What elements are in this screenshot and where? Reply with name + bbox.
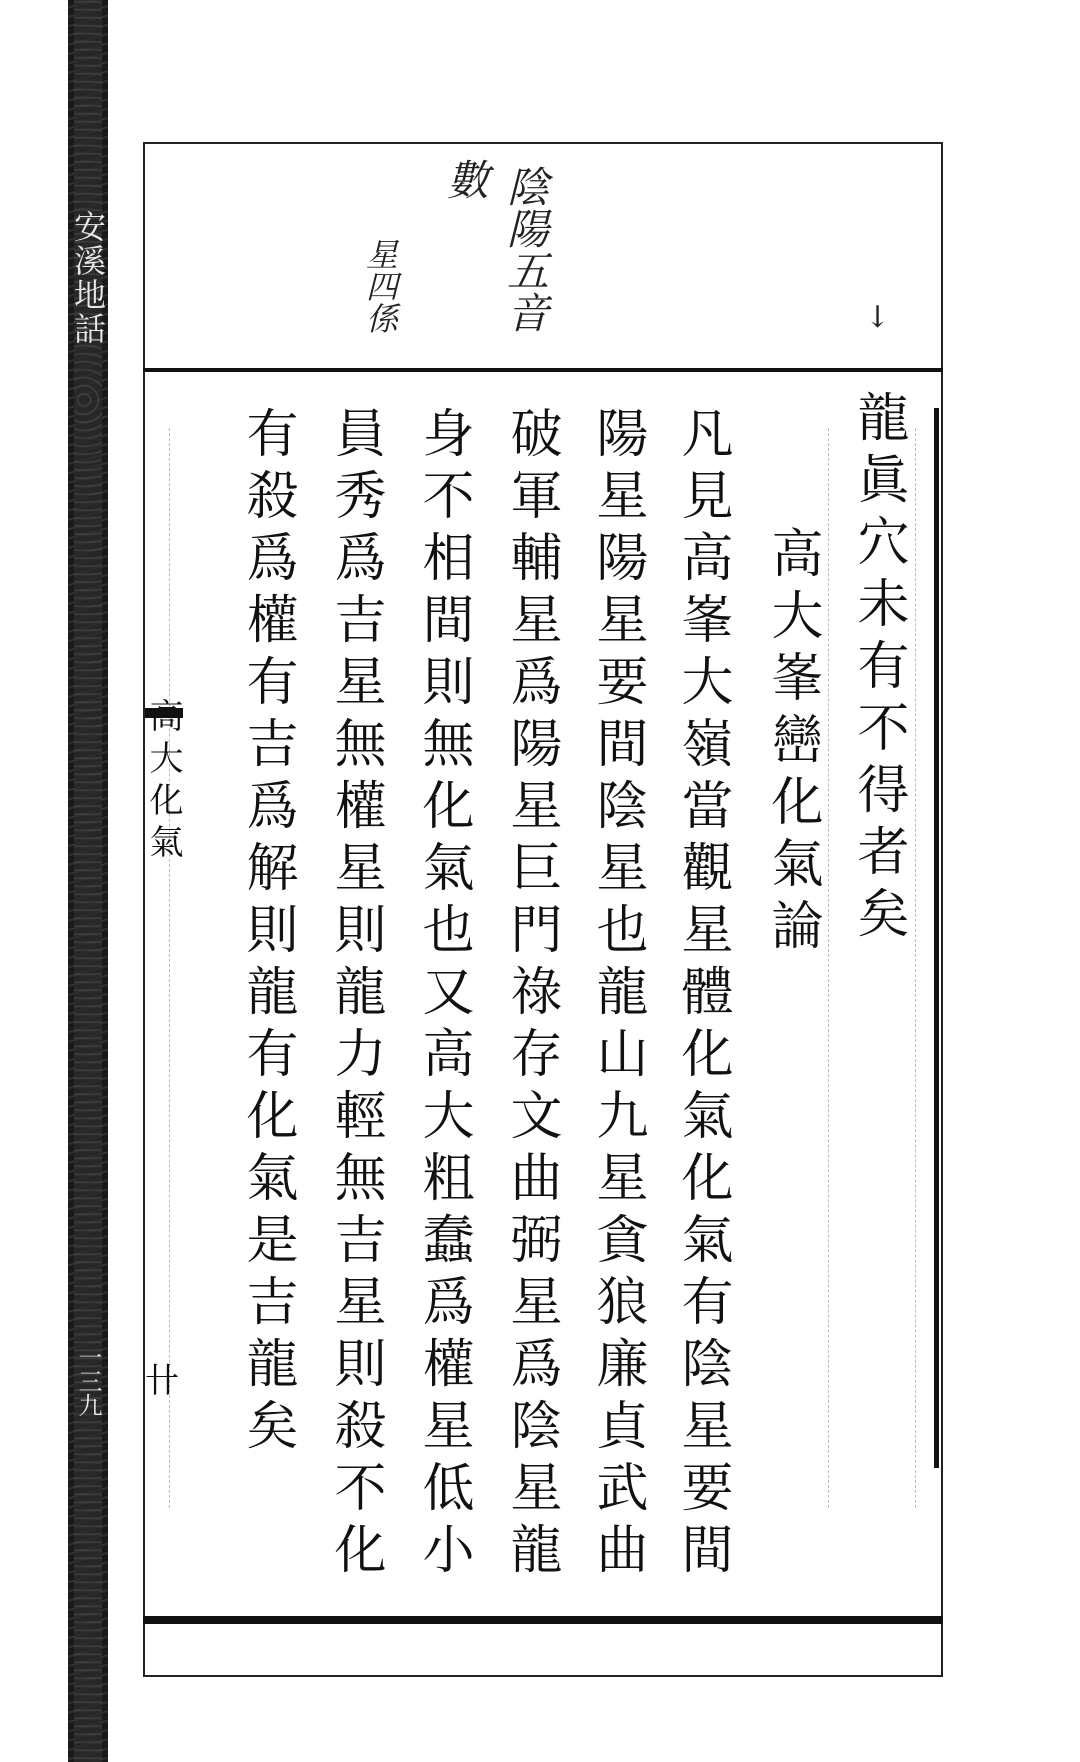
printed-text-block [143,368,943,1624]
column-guide [915,428,916,1508]
text-column-7: 員秀爲吉星無權星則龍力輕無吉星則殺不化 [325,406,385,1584]
column-guide [828,428,829,1508]
bottom-rule [143,1616,943,1624]
handwritten-annotation-3: 星四係 [361,238,399,334]
text-column-1: 龍眞穴未有不得者矣 [848,390,908,948]
margin-running-title: 高大化氣 [143,698,183,866]
text-column-4: 陽星陽星要間陰星也龍山九星貪狼廉貞武曲 [587,406,647,1584]
margin-foot-mark: 卄 [145,1361,179,1401]
column-guide [169,428,170,1508]
text-column-8: 有殺爲權有吉爲解則龍有化氣是吉龍矣 [237,406,297,1460]
text-column-3: 凡見高峯大嶺當觀星體化氣化氣有陰星要間 [672,406,732,1584]
text-column-5: 破軍輔星爲陽星巨門祿存文曲弼星爲陰星龍 [501,406,561,1584]
top-rule [143,368,943,372]
handwritten-annotation-2: 數 [441,158,490,200]
spine-page-number: 一三九 [74,1345,102,1417]
tick-mark: ↓ [860,300,895,335]
text-column-6: 身不相間則無化氣也又高大粗蠢爲權星低小 [413,406,473,1584]
section-heading: 高大峯巒化氣論 [762,526,822,960]
right-rule [934,408,939,1468]
handwritten-annotation-1: 陰陽五音 [501,165,550,333]
spine-book-title: 安溪地話 [69,210,107,346]
